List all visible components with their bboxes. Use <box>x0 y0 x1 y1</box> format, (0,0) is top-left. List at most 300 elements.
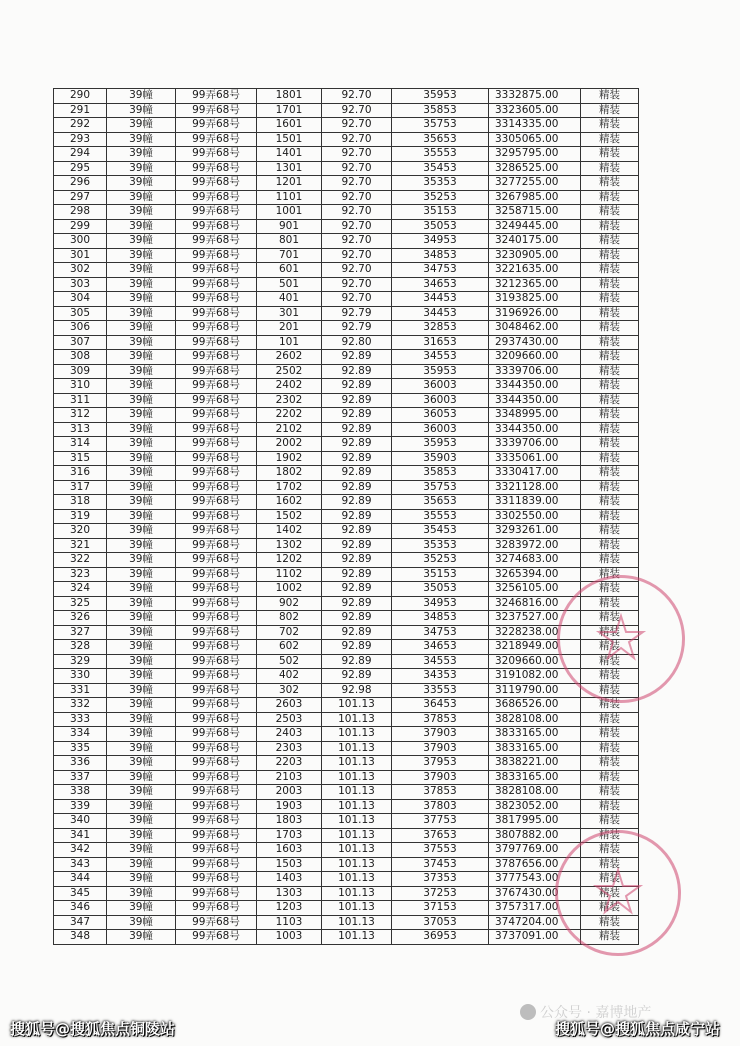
row-number-cell: 315 <box>54 451 107 466</box>
table-row <box>54 538 639 553</box>
room-number-cell: 1203 <box>257 901 322 916</box>
building-cell: 39幢 <box>107 741 176 756</box>
decoration-cell: 精装 <box>581 219 639 234</box>
decoration-cell: 精装 <box>581 132 639 147</box>
decoration-cell: 精装 <box>581 582 639 597</box>
room-number-cell: 1402 <box>257 524 322 539</box>
row-number-cell: 303 <box>54 277 107 292</box>
decoration-cell: 精装 <box>581 277 639 292</box>
row-number-cell: 312 <box>54 408 107 423</box>
unit-price-cell: 35253 <box>392 553 489 568</box>
table-row <box>54 857 639 872</box>
address-cell: 99弄68号 <box>176 669 257 684</box>
area-cell: 92.70 <box>322 176 392 191</box>
total-price-cell: 3119790.00 <box>489 683 581 698</box>
area-cell: 92.70 <box>322 89 392 104</box>
table-row <box>54 611 639 626</box>
address-cell: 99弄68号 <box>176 828 257 843</box>
building-cell: 39幢 <box>107 669 176 684</box>
row-number-cell: 302 <box>54 263 107 278</box>
unit-price-cell: 36003 <box>392 422 489 437</box>
decoration-cell: 精装 <box>581 712 639 727</box>
room-number-cell: 1903 <box>257 799 322 814</box>
unit-price-cell: 35453 <box>392 524 489 539</box>
unit-price-cell: 34453 <box>392 306 489 321</box>
row-number-cell: 318 <box>54 495 107 510</box>
address-cell: 99弄68号 <box>176 350 257 365</box>
row-number-cell: 314 <box>54 437 107 452</box>
table-row <box>54 408 639 423</box>
table-row <box>54 683 639 698</box>
address-cell: 99弄68号 <box>176 205 257 220</box>
area-cell: 101.13 <box>322 727 392 742</box>
building-cell: 39幢 <box>107 103 176 118</box>
address-cell: 99弄68号 <box>176 393 257 408</box>
area-cell: 92.89 <box>322 611 392 626</box>
building-cell: 39幢 <box>107 408 176 423</box>
decoration-cell: 精装 <box>581 640 639 655</box>
decoration-cell: 精装 <box>581 176 639 191</box>
total-price-cell: 3228238.00 <box>489 625 581 640</box>
area-cell: 92.89 <box>322 393 392 408</box>
table-row <box>54 89 639 104</box>
row-number-cell: 328 <box>54 640 107 655</box>
room-number-cell: 1303 <box>257 886 322 901</box>
unit-price-cell: 37153 <box>392 901 489 916</box>
decoration-cell: 精装 <box>581 814 639 829</box>
area-cell: 92.79 <box>322 321 392 336</box>
total-price-cell: 3817995.00 <box>489 814 581 829</box>
room-number-cell: 502 <box>257 654 322 669</box>
room-number-cell: 1501 <box>257 132 322 147</box>
table-row <box>54 248 639 263</box>
room-number-cell: 1101 <box>257 190 322 205</box>
address-cell: 99弄68号 <box>176 611 257 626</box>
decoration-cell: 精装 <box>581 683 639 698</box>
total-price-cell: 3196926.00 <box>489 306 581 321</box>
building-cell: 39幢 <box>107 263 176 278</box>
total-price-cell: 3335061.00 <box>489 451 581 466</box>
room-number-cell: 1703 <box>257 828 322 843</box>
area-cell: 92.70 <box>322 234 392 249</box>
total-price-cell: 3283972.00 <box>489 538 581 553</box>
row-number-cell: 346 <box>54 901 107 916</box>
address-cell: 99弄68号 <box>176 582 257 597</box>
area-cell: 92.89 <box>322 669 392 684</box>
unit-price-cell: 35853 <box>392 103 489 118</box>
table-row <box>54 872 639 887</box>
unit-price-cell: 35253 <box>392 190 489 205</box>
unit-price-cell: 35553 <box>392 147 489 162</box>
area-cell: 92.89 <box>322 509 392 524</box>
total-price-cell: 3833165.00 <box>489 727 581 742</box>
unit-price-cell: 35053 <box>392 582 489 597</box>
room-number-cell: 2002 <box>257 437 322 452</box>
row-number-cell: 290 <box>54 89 107 104</box>
area-cell: 92.70 <box>322 248 392 263</box>
total-price-cell: 3237527.00 <box>489 611 581 626</box>
area-cell: 101.13 <box>322 930 392 945</box>
room-number-cell: 1003 <box>257 930 322 945</box>
room-number-cell: 2302 <box>257 393 322 408</box>
area-cell: 92.70 <box>322 132 392 147</box>
row-number-cell: 323 <box>54 567 107 582</box>
unit-price-cell: 34553 <box>392 654 489 669</box>
table-row <box>54 828 639 843</box>
room-number-cell: 1902 <box>257 451 322 466</box>
row-number-cell: 329 <box>54 654 107 669</box>
table-row <box>54 495 639 510</box>
area-cell: 92.89 <box>322 379 392 394</box>
building-cell: 39幢 <box>107 770 176 785</box>
row-number-cell: 306 <box>54 321 107 336</box>
building-cell: 39幢 <box>107 756 176 771</box>
area-cell: 92.89 <box>322 654 392 669</box>
area-cell: 92.70 <box>322 219 392 234</box>
area-cell: 92.70 <box>322 161 392 176</box>
unit-price-cell: 36953 <box>392 930 489 945</box>
total-price-cell: 3686526.00 <box>489 698 581 713</box>
decoration-cell: 精装 <box>581 872 639 887</box>
total-price-cell: 3311839.00 <box>489 495 581 510</box>
building-cell: 39幢 <box>107 553 176 568</box>
building-cell: 39幢 <box>107 335 176 350</box>
address-cell: 99弄68号 <box>176 103 257 118</box>
decoration-cell: 精装 <box>581 538 639 553</box>
total-price-cell: 3828108.00 <box>489 712 581 727</box>
total-price-cell: 3797769.00 <box>489 843 581 858</box>
total-price-cell: 3249445.00 <box>489 219 581 234</box>
table-row <box>54 118 639 133</box>
unit-price-cell: 37903 <box>392 727 489 742</box>
total-price-cell: 3305065.00 <box>489 132 581 147</box>
area-cell: 92.89 <box>322 451 392 466</box>
total-price-cell: 3332875.00 <box>489 89 581 104</box>
building-cell: 39幢 <box>107 234 176 249</box>
row-number-cell: 307 <box>54 335 107 350</box>
unit-price-cell: 35453 <box>392 161 489 176</box>
building-cell: 39幢 <box>107 930 176 945</box>
row-number-cell: 335 <box>54 741 107 756</box>
table-row <box>54 277 639 292</box>
decoration-cell: 精装 <box>581 828 639 843</box>
area-cell: 92.80 <box>322 335 392 350</box>
table-row <box>54 321 639 336</box>
table-row <box>54 915 639 930</box>
row-number-cell: 295 <box>54 161 107 176</box>
address-cell: 99弄68号 <box>176 321 257 336</box>
unit-price-cell: 37653 <box>392 828 489 843</box>
table-row <box>54 712 639 727</box>
decoration-cell: 精装 <box>581 915 639 930</box>
total-price-cell: 3277255.00 <box>489 176 581 191</box>
table-row <box>54 437 639 452</box>
table-row <box>54 176 639 191</box>
row-number-cell: 321 <box>54 538 107 553</box>
room-number-cell: 1103 <box>257 915 322 930</box>
unit-price-cell: 34853 <box>392 611 489 626</box>
address-cell: 99弄68号 <box>176 625 257 640</box>
total-price-cell: 3209660.00 <box>489 350 581 365</box>
total-price-cell: 3302550.00 <box>489 509 581 524</box>
total-price-cell: 3787656.00 <box>489 857 581 872</box>
building-cell: 39幢 <box>107 132 176 147</box>
address-cell: 99弄68号 <box>176 176 257 191</box>
total-price-cell: 3193825.00 <box>489 292 581 307</box>
address-cell: 99弄68号 <box>176 756 257 771</box>
decoration-cell: 精装 <box>581 625 639 640</box>
building-cell: 39幢 <box>107 582 176 597</box>
address-cell: 99弄68号 <box>176 915 257 930</box>
total-price-cell: 3274683.00 <box>489 553 581 568</box>
address-cell: 99弄68号 <box>176 466 257 481</box>
room-number-cell: 802 <box>257 611 322 626</box>
room-number-cell: 201 <box>257 321 322 336</box>
decoration-cell: 精装 <box>581 350 639 365</box>
area-cell: 92.70 <box>322 190 392 205</box>
area-cell: 101.13 <box>322 741 392 756</box>
unit-price-cell: 37253 <box>392 886 489 901</box>
room-number-cell: 2602 <box>257 350 322 365</box>
unit-price-cell: 34553 <box>392 350 489 365</box>
address-cell: 99弄68号 <box>176 234 257 249</box>
building-cell: 39幢 <box>107 495 176 510</box>
area-cell: 92.89 <box>322 466 392 481</box>
building-cell: 39幢 <box>107 872 176 887</box>
room-number-cell: 1802 <box>257 466 322 481</box>
building-cell: 39幢 <box>107 640 176 655</box>
room-number-cell: 1102 <box>257 567 322 582</box>
area-cell: 92.89 <box>322 480 392 495</box>
row-number-cell: 348 <box>54 930 107 945</box>
unit-price-cell: 34753 <box>392 263 489 278</box>
decoration-cell: 精装 <box>581 103 639 118</box>
table-row <box>54 350 639 365</box>
room-number-cell: 2202 <box>257 408 322 423</box>
total-price-cell: 3330417.00 <box>489 466 581 481</box>
decoration-cell: 精装 <box>581 205 639 220</box>
total-price-cell: 3339706.00 <box>489 364 581 379</box>
address-cell: 99弄68号 <box>176 799 257 814</box>
table-row <box>54 669 639 684</box>
table-row <box>54 770 639 785</box>
address-cell: 99弄68号 <box>176 698 257 713</box>
row-number-cell: 309 <box>54 364 107 379</box>
building-cell: 39幢 <box>107 524 176 539</box>
row-number-cell: 291 <box>54 103 107 118</box>
building-cell: 39幢 <box>107 118 176 133</box>
area-cell: 92.89 <box>322 553 392 568</box>
address-cell: 99弄68号 <box>176 538 257 553</box>
address-cell: 99弄68号 <box>176 480 257 495</box>
room-number-cell: 901 <box>257 219 322 234</box>
decoration-cell: 精装 <box>581 379 639 394</box>
unit-price-cell: 34453 <box>392 292 489 307</box>
decoration-cell: 精装 <box>581 785 639 800</box>
row-number-cell: 330 <box>54 669 107 684</box>
area-cell: 101.13 <box>322 857 392 872</box>
room-number-cell: 1803 <box>257 814 322 829</box>
total-price-cell: 3246816.00 <box>489 596 581 611</box>
row-number-cell: 345 <box>54 886 107 901</box>
address-cell: 99弄68号 <box>176 770 257 785</box>
building-cell: 39幢 <box>107 292 176 307</box>
decoration-cell: 精装 <box>581 930 639 945</box>
room-number-cell: 1002 <box>257 582 322 597</box>
total-price-cell: 3747204.00 <box>489 915 581 930</box>
building-cell: 39幢 <box>107 915 176 930</box>
address-cell: 99弄68号 <box>176 872 257 887</box>
area-cell: 101.13 <box>322 785 392 800</box>
decoration-cell: 精装 <box>581 89 639 104</box>
table-row <box>54 205 639 220</box>
area-cell: 92.89 <box>322 364 392 379</box>
wechat-watermark-text: 公众号 · 嘉博地产 <box>540 1005 652 1021</box>
address-cell: 99弄68号 <box>176 335 257 350</box>
total-price-cell: 3293261.00 <box>489 524 581 539</box>
unit-price-cell: 34753 <box>392 625 489 640</box>
decoration-cell: 精装 <box>581 422 639 437</box>
room-number-cell: 1401 <box>257 147 322 162</box>
row-number-cell: 338 <box>54 785 107 800</box>
table-row <box>54 306 639 321</box>
row-number-cell: 334 <box>54 727 107 742</box>
building-cell: 39幢 <box>107 176 176 191</box>
decoration-cell: 精装 <box>581 741 639 756</box>
total-price-cell: 3344350.00 <box>489 379 581 394</box>
room-number-cell: 401 <box>257 292 322 307</box>
address-cell: 99弄68号 <box>176 190 257 205</box>
row-number-cell: 327 <box>54 625 107 640</box>
unit-price-cell: 34853 <box>392 248 489 263</box>
address-cell: 99弄68号 <box>176 886 257 901</box>
table-row <box>54 524 639 539</box>
decoration-cell: 精装 <box>581 886 639 901</box>
area-cell: 92.70 <box>322 147 392 162</box>
table-row <box>54 509 639 524</box>
total-price-cell: 3295795.00 <box>489 147 581 162</box>
total-price-cell: 3048462.00 <box>489 321 581 336</box>
unit-price-cell: 37453 <box>392 857 489 872</box>
room-number-cell: 302 <box>257 683 322 698</box>
total-price-cell: 3323605.00 <box>489 103 581 118</box>
decoration-cell: 精装 <box>581 190 639 205</box>
address-cell: 99弄68号 <box>176 727 257 742</box>
area-cell: 92.79 <box>322 306 392 321</box>
area-cell: 92.70 <box>322 118 392 133</box>
address-cell: 99弄68号 <box>176 379 257 394</box>
building-cell: 39幢 <box>107 480 176 495</box>
room-number-cell: 801 <box>257 234 322 249</box>
unit-price-cell: 37353 <box>392 872 489 887</box>
decoration-cell: 精装 <box>581 437 639 452</box>
sohu-watermark-left: 搜狐号@搜狐焦点铜陵站 <box>10 1020 176 1038</box>
row-number-cell: 342 <box>54 843 107 858</box>
total-price-cell: 3344350.00 <box>489 422 581 437</box>
unit-price-cell: 32853 <box>392 321 489 336</box>
unit-price-cell: 35153 <box>392 205 489 220</box>
decoration-cell: 精装 <box>581 118 639 133</box>
building-cell: 39幢 <box>107 306 176 321</box>
row-number-cell: 296 <box>54 176 107 191</box>
table-row <box>54 190 639 205</box>
total-price-cell: 3256105.00 <box>489 582 581 597</box>
decoration-cell: 精装 <box>581 770 639 785</box>
row-number-cell: 310 <box>54 379 107 394</box>
room-number-cell: 1001 <box>257 205 322 220</box>
building-cell: 39幢 <box>107 857 176 872</box>
room-number-cell: 2102 <box>257 422 322 437</box>
table-row <box>54 843 639 858</box>
decoration-cell: 精装 <box>581 248 639 263</box>
address-cell: 99弄68号 <box>176 147 257 162</box>
building-cell: 39幢 <box>107 364 176 379</box>
address-cell: 99弄68号 <box>176 292 257 307</box>
total-price-cell: 3221635.00 <box>489 263 581 278</box>
table-row <box>54 161 639 176</box>
unit-price-cell: 31653 <box>392 335 489 350</box>
decoration-cell: 精装 <box>581 756 639 771</box>
unit-price-cell: 35853 <box>392 466 489 481</box>
row-number-cell: 326 <box>54 611 107 626</box>
room-number-cell: 902 <box>257 596 322 611</box>
building-cell: 39幢 <box>107 248 176 263</box>
unit-price-cell: 33553 <box>392 683 489 698</box>
building-cell: 39幢 <box>107 379 176 394</box>
building-cell: 39幢 <box>107 785 176 800</box>
room-number-cell: 2603 <box>257 698 322 713</box>
total-price-cell: 3265394.00 <box>489 567 581 582</box>
unit-price-cell: 35753 <box>392 480 489 495</box>
building-cell: 39幢 <box>107 886 176 901</box>
area-cell: 101.13 <box>322 712 392 727</box>
decoration-cell: 精装 <box>581 466 639 481</box>
unit-price-cell: 36453 <box>392 698 489 713</box>
row-number-cell: 347 <box>54 915 107 930</box>
building-cell: 39幢 <box>107 799 176 814</box>
row-number-cell: 343 <box>54 857 107 872</box>
room-number-cell: 1201 <box>257 176 322 191</box>
area-cell: 92.70 <box>322 263 392 278</box>
decoration-cell: 精装 <box>581 553 639 568</box>
row-number-cell: 294 <box>54 147 107 162</box>
decoration-cell: 精装 <box>581 292 639 307</box>
address-cell: 99弄68号 <box>176 683 257 698</box>
area-cell: 101.13 <box>322 843 392 858</box>
building-cell: 39幢 <box>107 843 176 858</box>
row-number-cell: 301 <box>54 248 107 263</box>
area-cell: 101.13 <box>322 770 392 785</box>
decoration-cell: 精装 <box>581 451 639 466</box>
table-row <box>54 422 639 437</box>
building-cell: 39幢 <box>107 683 176 698</box>
decoration-cell: 精装 <box>581 524 639 539</box>
total-price-cell: 3267985.00 <box>489 190 581 205</box>
total-price-cell: 3258715.00 <box>489 205 581 220</box>
address-cell: 99弄68号 <box>176 161 257 176</box>
address-cell: 99弄68号 <box>176 219 257 234</box>
address-cell: 99弄68号 <box>176 741 257 756</box>
row-number-cell: 305 <box>54 306 107 321</box>
unit-price-cell: 35153 <box>392 567 489 582</box>
room-number-cell: 301 <box>257 306 322 321</box>
unit-price-cell: 37853 <box>392 712 489 727</box>
area-cell: 92.89 <box>322 582 392 597</box>
area-cell: 92.89 <box>322 596 392 611</box>
table-row <box>54 886 639 901</box>
building-cell: 39幢 <box>107 625 176 640</box>
table-row <box>54 263 639 278</box>
